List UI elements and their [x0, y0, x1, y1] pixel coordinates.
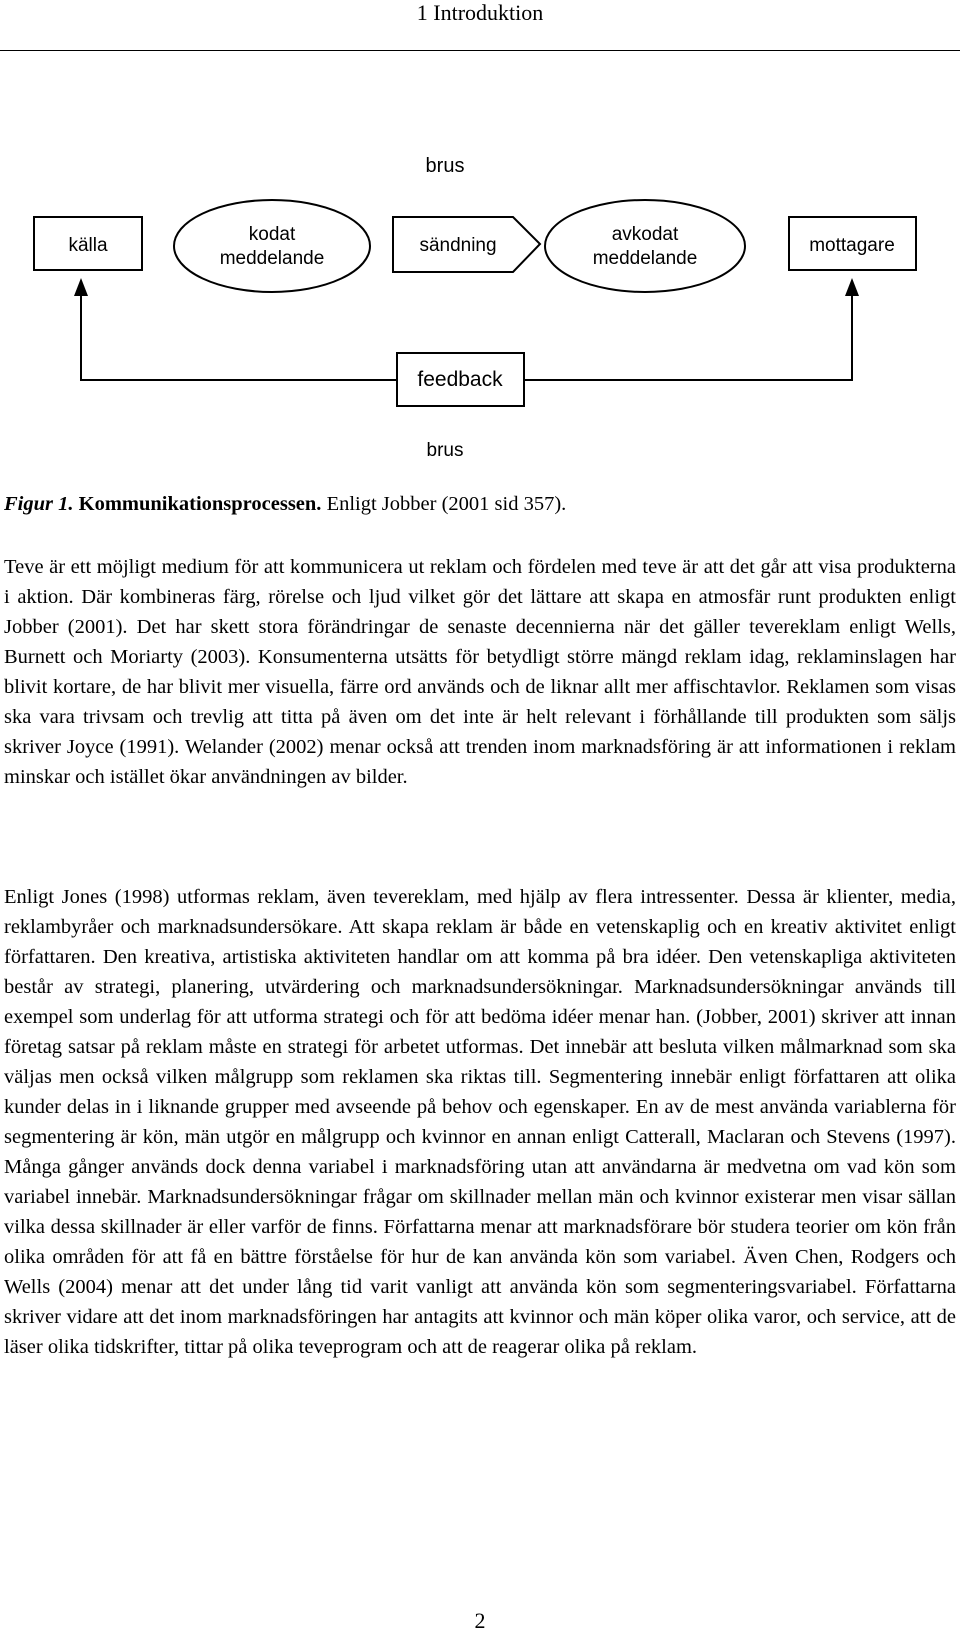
encoded-message-ellipse	[174, 200, 370, 292]
figure-caption-title: Kommunikationsprocessen.	[73, 493, 322, 515]
figure-caption-label: Figur 1.	[4, 493, 74, 515]
noise-label-top: brus	[425, 155, 465, 177]
figure-caption-source: Enligt Jobber (2001 sid 357).	[321, 493, 567, 515]
chapter-title: 1 Introduktion	[416, 0, 544, 25]
body-paragraph-1: Teve är ett möjligt medium för att kommunicera ut reklam och fördelen med teve är att det går att visa produkterna i aktion. Där kombineras färg, rörelse och ljud vilket gör det lättare att skapa en atmosfär runt produkten enligt Jobber (2001). Det har skett stora förändringar de senaste decennierna när det gäller tevereklam enligt Wells, Burnett och Moriarty (2003). Konsumenterna utsätts för betydligt större mängd reklam idag, reklaminslagen har blivit kortare, de har blivit mer visuella, färre ord används och de liknar allt mer affischtavlor. Reklamen som visas ska vara trivsam och trevlig att titta på även om det inte är helt relevant i förhållande till produkten som säljs skriver Joyce (1991). Welander (2002) menar också att trenden inom marknadsföring är att informationen i reklam minskar och istället ökar användningen av bilder.	[4, 556, 956, 788]
feedback-label: feedback	[417, 368, 503, 391]
page-header	[0, 0, 960, 51]
communication-process-diagram	[0, 150, 960, 460]
source-label: källa	[68, 235, 108, 256]
decoded-message-line2: meddelande	[592, 248, 698, 269]
decoded-message-line1: avkodat	[611, 224, 679, 245]
transmission-label: sändning	[419, 235, 497, 256]
decoded-message-ellipse	[545, 200, 745, 292]
feedback-arrowhead-left	[74, 278, 88, 296]
body-paragraph-2: Enligt Jones (1998) utformas reklam, även tevereklam, med hjälp av flera intressenter. Dessa är klienter, media, reklambyråer och marknadsundersökare. Att skapa reklam är både en vetenskaplig och en kreativ aktivitet enligt författaren. Den kreativa, artistiska aktiviteten handlar om att komma på bra idéer. Den vetenskapliga aktiviteten består av strategi, planering, utvärdering och marknadsundersökningar. Marknadsundersökningar används till exempel som underlag för att utforma strategi och för att bedöma idéer menar han. (Jobber, 2001) skriver att innan företag satsar på reklam måste en strategi för arbetet utformas. Det innebär att besluta vilken målmarknad som ska väljas men också vilken målgrupp som reklamen ska riktas till. Segmentering innebär enligt författaren att olika kunder delas in i liknande grupper med avseende på behov och egenskaper. En av de mest använda variablerna för segmentering är kön, män utgör en målgrupp och kvinnor en annan enligt Catterall, Maclaran och Stevens (1997). Många gånger används dock denna variabel i marknadsföring utan att användarna är medvetna om vad kön som variabel innebär. Marknadsundersökningar frågar om skillnader mellan män och kvinnor existerar men visar sällan vilka dessa skillnader är eller varför de finns. Författarna menar att marknadsförare bör studera teorier om kön från olika områden för att få en bättre förståelse för hur de kan använda kön som variabel. Även Chen, Rodgers och Wells (2004) menar att det under lång tid varit vanligt att använda kön som segmenteringsvariabel. Författarna skriver vidare att det inom marknadsföringen har antagits att kvinnor och män köper olika varor, och service, att de läser olika tidskrifter, tittar på olika teveprogram och att de reagerar olika på reklam.	[4, 886, 956, 1358]
encoded-message-line2: meddelande	[219, 248, 325, 269]
page-number: 2	[474, 1608, 486, 1633]
figure-caption	[4, 490, 954, 518]
encoded-message-line1: kodat	[248, 224, 296, 245]
feedback-arrowhead-right	[845, 278, 859, 296]
receiver-label: mottagare	[809, 235, 895, 256]
noise-label-bottom: brus	[426, 440, 464, 460]
